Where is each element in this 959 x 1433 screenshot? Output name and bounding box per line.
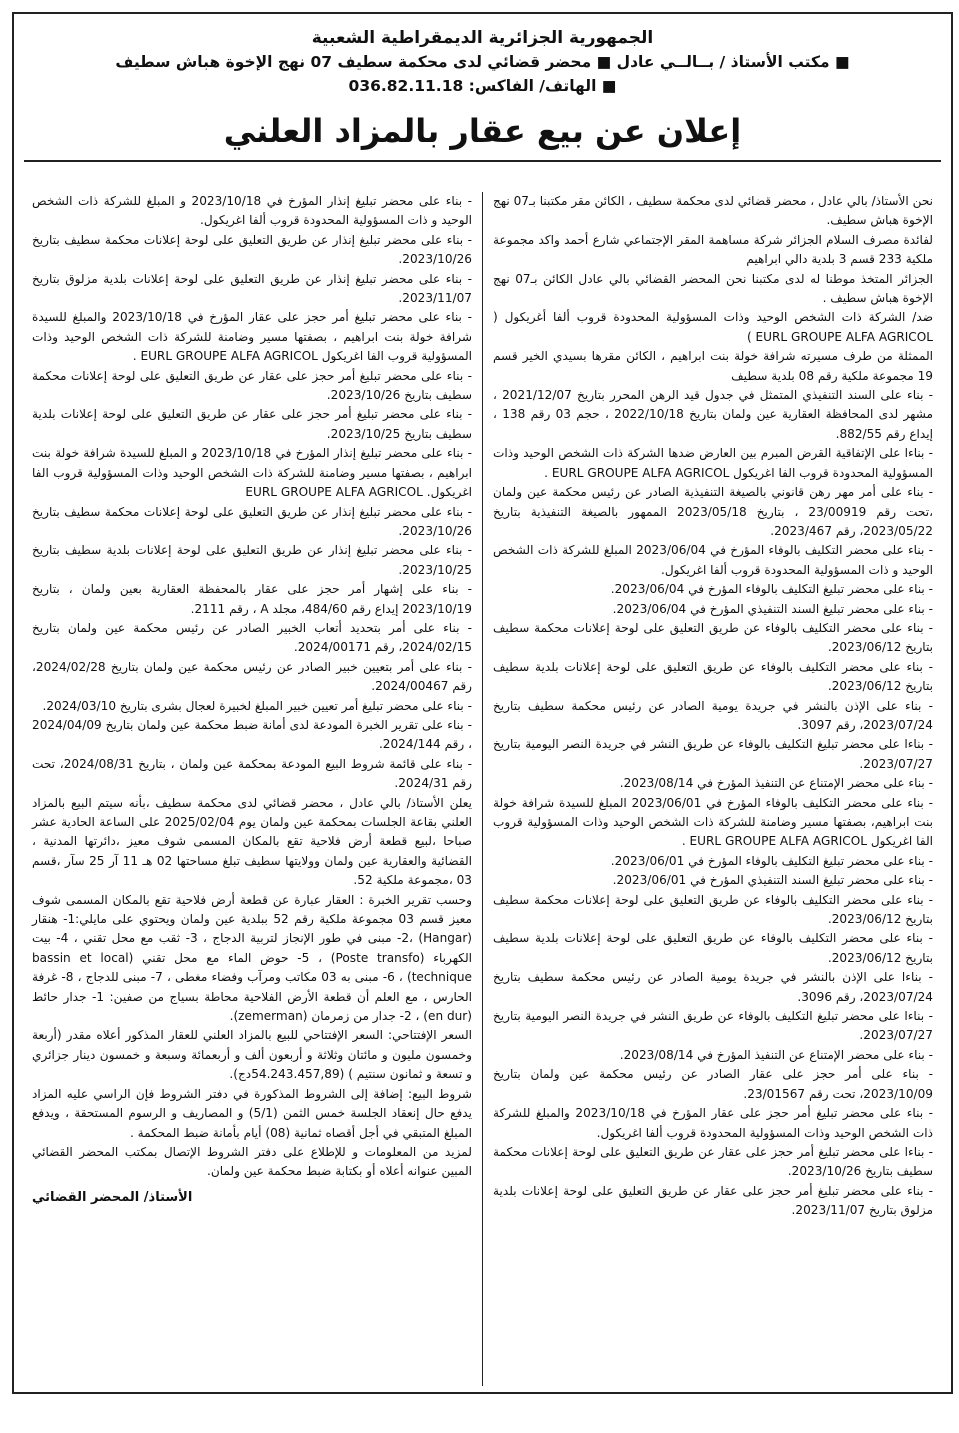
paragraph: - بناء على محضر التكليف بالوفاء عن طريق التعليق على لوحة إعلانات محكمة سطيف بتاريخ 2023/06/12. [493, 892, 933, 927]
paragraph: الممثلة من طرف مسيرته شرافة خولة بنت ابراهيم ، الكائن مقرها بسيدي الخير قسم 19 مجموعة ملكية رقم 08 بلدية سطيف [493, 349, 933, 383]
paragraph: نحن الأستاذ/ بالي عادل ، محضر قضائي لدى محكمة سطيف ، الكائن مقر مكتبنا بـ07 نهج الإخوة هباش سطيف. [492, 194, 933, 228]
notice-title: إعلان عن بيع عقار بالمزاد العلني [223, 112, 742, 150]
paragraph: - بناء على أمر بتحديد أتعاب الخبير الصادر عن رئيس محكمة عين ولمان بتاريخ 2024/02/15، رقم 2024/00171. [32, 620, 472, 655]
paragraph: وحسب تقرير الخبرة : العقار عبارة عن قطعة أرض فلاحية تقع بالمكان المسمى شوف معيز قسم 03 مجموعة ملكية رقم 52 ببلدية عين ولمان ويحتوي على مايلي:1- هنقار (Hangar) ،2- مبنى في طور الإنجاز لتربية الدجاج ، 3- ثقب مع محل تقني ، 4- بيت الكهرباء (Poste transfo) ، 5- حوض الماء مع محل تقني (bassin et local technique) ، 6- مبنى به 03 مكاتب ومرآب وفضاء مغطى ، 7- مبنى للدجاج ، 8- غرفة الحارس ، مع العلم أن قطعة الأرض الفلاحية محاطة بسياج من صفين: 1- جدار حائط (en dur) ، 2- جدار من زمرمان (zemerman). [32, 892, 473, 1024]
paragraph: - بناء على محضر الإمتناع عن التنفيذ المؤرخ في 2023/08/14. [619, 1047, 933, 1062]
paragraph: - بناء على محضر تبليغ أمر حجز على عقار عن طريق التعليق على لوحة إعلانات بلدية سطيف بتاريخ 2023/10/25. [32, 407, 472, 441]
paragraph: - بناء على إشهار أمر حجز على عقار بالمحفظة العقارية بعين ولمان ، بتاريخ 2023/10/19 إيداع رقم 484/60، مجلد A ، رقم 2111. [32, 582, 472, 616]
paragraph: الجزائر المتخذ موطنا له لدى مكتبنا نحن المحضر القضائي بالي عادل الكائن بـ07 نهج الإخوة هباش سطيف . [493, 271, 934, 306]
paragraph: شروط البيع: إضافة إلى الشروط المذكورة في دفتر الشروط فإن الراسي عليه المزاد يدفع حال إنعقاد الجلسة خمس الثمن (5/1) و المصاريف و الرسوم المستحقة ، ويدفع المبلغ المتبقي في أجل أقصاه ثمانية (08) أيام بأمانة ضبط المحكمة . [32, 1086, 472, 1140]
paragraph: - بناء على قائمة شروط البيع المودعة بمحكمة عين ولمان ، بتاريخ 2024/08/31، تحت رقم 2024/31. [32, 756, 473, 791]
paragraph: - بناء على أمر بتعيين خبير الصادر عن رئيس محكمة عين ولمان بتاريخ 2024/02/28، رقم 2024/00467. [32, 659, 472, 694]
paragraph: - بناء على محضر التكليف بالوفاء عن طريق التعليق على لوحة إعلانات بلدية سطيف بتاريخ 2023/06/12. [493, 931, 933, 965]
paragraph: - بناء على محضر التكليف بالوفاء عن طريق التعليق على لوحة إعلانات بلدية سطيف بتاريخ 2023/06/12. [493, 659, 933, 694]
column-divider [482, 192, 483, 1386]
paragraph: - بناء على محضر تبليغ إنذار المؤرخ في 2023/10/18 و المبلغ للشركة ذات الشخص الوحيد و ذات المسؤولية المحدودة قروب ألفا اغريكول. [32, 194, 473, 228]
right-column [483, 192, 943, 1386]
document-page [12, 12, 953, 1394]
paragraph: - بناء على السند التنفيذي المتمثل في جدول قيد الرهن المحرر بتاريخ 2021/12/07 ، مشهر لدى المحافظة العقارية عين ولمان بتاريخ 2022/10/18 ، حجم 03 رقم 138 ، إيداع رقم 882/55. [493, 388, 933, 441]
paragraph: - بناء على محضر التكليف بالوفاء المؤرخ في 2023/06/04 المبلغ للشركة ذات الشخص الوحيد و ذات المسؤولية المحدودة قروب ألفا اغريكول. [493, 543, 933, 577]
paragraph: لمزيد من المعلومات و للإطلاع على دفتر الشروط الإتصال بمكتب المحضر القضائي المبين عنوانه أعلاه أو بكتابة ضبط محكمة عين ولمان. [32, 1144, 472, 1179]
office-line: ■ مكتب الأستاذ / بــالــي عادل ■ محضر قضائي لدى محكمة سطيف 07 نهج الإخوة هباش سطيف [115, 53, 850, 71]
paragraph: - بناء على محضر تبليغ التكليف بالوفاء المؤرخ في 2023/06/04. [610, 582, 933, 597]
paragraph: - بناء على محضر تبليغ إنذار عن طريق التعليق على لوحة إعلانات بلدية مزلوق بتاريخ 2023/11/07. [32, 271, 472, 306]
paragraph: السعر الإفتتاحي: السعر الإفتتاحي للبيع بالمزاد العلني للعقار المذكور أعلاه مقدر (أربعة وخمسون مليون و مائتان وثلاثة و أربعون ألف و أربعمائة وسبعة و خمسون دينار جزائري و تسعة و ثمانون سنتيم ) (54.243.457,89دج). [32, 1028, 472, 1082]
paragraph: - بناء على محضر تبليغ أمر حجز على عقار المؤرخ في 2023/10/18 والمبلغ للسيدة شرافة خولة بنت ابراهيم ، بصفتها مسير وضامنة للشركة ذات الشخص الوحيد وذات المسؤولية قروب الفا اغريكول EURL GROUPE ALFA AGRICOL . [32, 310, 473, 364]
paragraph: - بناء على محضر تبليغ التكليف بالوفاء المؤرخ في 2023/06/01. [610, 853, 933, 868]
paragraph: - بناءا على الإتفاقية القرض المبرم بين العارض ضدها الشركة ذات الشخص الوحيد وذات المسؤولية المحدودة قروب الفا اغريكول EURL GROUPE ALFA AGRICOL . [493, 446, 933, 480]
paragraph: - بناءا على محضر تبليغ التكليف بالوفاء عن طريق النشر في جريدة النصر اليومية بتاريخ 2023/07/27. [493, 737, 933, 771]
paragraph: - بناء على محضر تبليغ أمر تعيين خبير المبلغ لخبيرة لعجال بشرى بتاريخ 2024/03/10. [42, 698, 472, 713]
paragraph: - بناء على أمر حجز على عقار الصادر عن رئيس محكمة عين ولمان بتاريخ 2023/10/09، تحت رقم 23/01567. [493, 1067, 933, 1101]
paragraph: - بناء على محضر تبليغ إنذار عن طريق التعليق على لوحة إعلانات محكمة سطيف بتاريخ 2023/10/26. [32, 232, 472, 267]
paragraph: - بناء على محضر تبليغ السند التنفيذي المؤرخ في 2023/06/04. [612, 601, 933, 616]
paragraph: - بناءا على محضر تبليغ التكليف بالوفاء عن طريق النشر في جريدة النصر اليومية بتاريخ 2023/07/27. [493, 1009, 933, 1043]
paragraph: - بناء على محضر تبليغ أمر حجز على عقار عن طريق التعليق على لوحة إعلانات محكمة سطيف بتاريخ 2023/10/26. [32, 368, 472, 403]
paragraph: - بناء على محضر تبليغ أمر حجز على عقار عن طريق التعليق على لوحة إعلانات بلدية مزلوق بتاريخ 2023/11/07. [493, 1183, 933, 1218]
paragraph: - بناء على محضر تبليغ السند التنفيذي المؤرخ في 2023/06/01. [612, 873, 933, 888]
paragraph: - بناء على محضر التكليف بالوفاء عن طريق التعليق على لوحة إعلانات محكمة سطيف بتاريخ 2023/06/12. [493, 620, 933, 655]
notice-body [22, 192, 943, 1386]
paragraph: ضد/ الشركة ذات الشخص الوحيد وذات المسؤولية المحدودة قروب ألفا أغريكول ( EURL GROUPE ALFA AGRICOL ) [493, 310, 933, 344]
left-column-body [32, 192, 472, 1182]
paragraph: - بناءا على الإذن بالنشر في جريدة يومية الصادر عن رئيس محكمة سطيف بتاريخ 2023/07/24، رقم 3096. [493, 970, 933, 1004]
paragraph: - بناء على محضر تبليغ أمر حجز على عقار المؤرخ في 2023/10/18 والمبلغ للشركة ذات الشخص الوحيد وذات المسؤولية المحدودة قروب ألفا اغريكول. [493, 1106, 933, 1140]
paragraph: لفائدة مصرف السلام الجزائر شركة مساهمة المقر الإجتماعي شارع أحمد واكد مجموعة ملكية 233 قسم 3 بلدية دالي ابراهيم [493, 232, 933, 267]
paragraph: - بناء على محضر تبليغ إنذار عن طريق التعليق على لوحة إعلانات محكمة سطيف بتاريخ 2023/10/26. [32, 504, 472, 538]
left-column [22, 192, 482, 1386]
paragraph: - بناء على محضر التكليف بالوفاء المؤرخ في 2023/06/01 المبلغ للسيدة شرافة خولة بنت ابراهيم، بصفتها مسير وضامنة للشركة ذات الشخص الوحيد وذات المسؤولية قروب الفا اغريكول EURL GROUPE ALFA AGRICOL . [493, 795, 933, 849]
phone-fax-line: ■ الهاتف/ الفاكس: 036.82.11.18 [348, 77, 617, 95]
paragraph: - بناءا على محضر تبليغ أمر حجز على عقار عن طريق التعليق على لوحة إعلانات محكمة سطيف بتاريخ 2023/10/26. [493, 1144, 933, 1179]
republic-heading: الجمهورية الجزائرية الديمقراطية الشعبية [311, 28, 654, 48]
paragraph: - بناء على محضر تبليغ إنذار المؤرخ في 2023/10/18 و المبلغ للسيدة شرافة خولة بنت ابراهيم ، بصفتها مسير وضامنة للشركة ذات الشخص الوحيد وذات المسؤولية قروب الفا اغريكول. EURL GROUPE ALFA AGRICOL [32, 446, 472, 500]
title-divider [24, 160, 941, 162]
letterhead [14, 14, 951, 98]
paragraph: - بناء على محضر الإمتناع عن التنفيذ المؤرخ في 2023/08/14. [619, 776, 933, 791]
signature: الأستاذ/ المحضر القضائي [32, 1189, 193, 1205]
paragraph: - بناء على الإذن بالنشر في جريدة يومية الصادر عن رئيس محكمة سطيف بتاريخ 2023/07/24، رقم 3097. [493, 698, 933, 732]
paragraph: يعلن الأستاذ/ بالي عادل ، محضر قضائي لدى محكمة سطيف ،بأنه سيتم البيع بالمزاد العلني بقاعة الجلسات بمحكمة عين ولمان يوم 2025/02/04 على الساعة الحادية عشر صباحا ،لبيع قطعة أرض فلاحية تقع بالمكان المسمى شوف معيز ،دائرتها المدنية ، القضائية والعقارية عين ولمان وولايتها سطيف تبلغ مساحتها 02 هـ 11 آر 25 سآر ،قسم 03 ،مجموعة ملكية 52. [32, 795, 472, 888]
paragraph: - بناء على محضر تبليغ إنذار عن طريق التعليق على لوحة إعلانات بلدية سطيف بتاريخ 2023/10/25. [32, 543, 472, 577]
paragraph: - بناء على تقرير الخبرة المودعة لدى أمانة ضبط محكمة عين ولمان بتاريخ 2024/04/09 ، رقم 2024/144. [32, 717, 472, 752]
paragraph: - بناء على أمر مهر رهن قانوني بالصيغة التنفيذية الصادر عن رئيس محكمة عين ولمان ،تحت رقم 23/00919 ، بتاريخ 2023/05/18 الممهور بالصيغة التنفيذية بتاريخ 2023/05/22، رقم 2023/467. [493, 485, 934, 538]
